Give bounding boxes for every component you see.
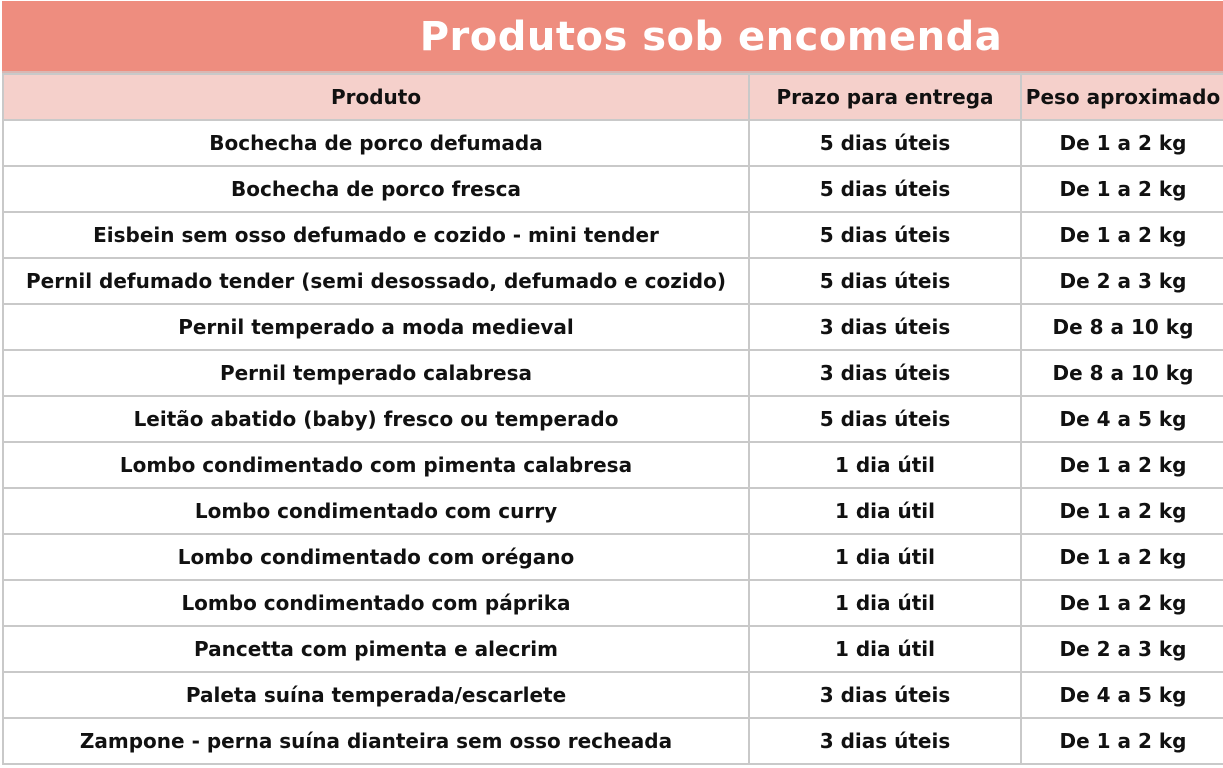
table-row (3, 580, 1223, 626)
table-title: Produtos sob encomenda (419, 14, 1003, 60)
cell-produto: Bochecha de porco fresca (3, 166, 749, 212)
table-row (3, 304, 1223, 350)
cell-produto: Pernil defumado tender (semi desossado, defumado e cozido) (3, 258, 749, 304)
cell-prazo-entrega: 3 dias úteis (749, 672, 1021, 718)
cell-peso-aproximado: De 1 a 2 kg (1021, 442, 1223, 488)
cell-produto: Eisbein sem osso defumado e cozido - mini tender (3, 212, 749, 258)
cell-peso-aproximado: De 1 a 2 kg (1021, 166, 1223, 212)
table-body (3, 120, 1223, 764)
cell-peso-aproximado: De 4 a 5 kg (1021, 396, 1223, 442)
cell-prazo-entrega: 1 dia útil (749, 442, 1021, 488)
cell-produto: Lombo condimentado com orégano (3, 534, 749, 580)
cell-prazo-entrega: 1 dia útil (749, 626, 1021, 672)
cell-produto: Leitão abatido (baby) fresco ou temperado (3, 396, 749, 442)
cell-prazo-entrega: 1 dia útil (749, 534, 1021, 580)
cell-prazo-entrega: 5 dias úteis (749, 212, 1021, 258)
column-header-prazo: Prazo para entrega (749, 74, 1021, 120)
cell-peso-aproximado: De 8 a 10 kg (1021, 304, 1223, 350)
cell-peso-aproximado: De 1 a 2 kg (1021, 488, 1223, 534)
table-row (3, 534, 1223, 580)
cell-prazo-entrega: 5 dias úteis (749, 166, 1021, 212)
cell-produto: Bochecha de porco defumada (3, 120, 749, 166)
table-row (3, 488, 1223, 534)
table-row (3, 120, 1223, 166)
cell-produto: Pernil temperado a moda medieval (3, 304, 749, 350)
cell-prazo-entrega: 5 dias úteis (749, 258, 1021, 304)
table-row (3, 442, 1223, 488)
cell-peso-aproximado: De 1 a 2 kg (1021, 580, 1223, 626)
cell-produto: Zampone - perna suína dianteira sem osso recheada (3, 718, 749, 764)
title-banner (2, 1, 1223, 73)
table-row (3, 626, 1223, 672)
cell-peso-aproximado: De 2 a 3 kg (1021, 258, 1223, 304)
cell-produto: Pancetta com pimenta e alecrim (3, 626, 749, 672)
cell-peso-aproximado: De 1 a 2 kg (1021, 212, 1223, 258)
cell-peso-aproximado: De 4 a 5 kg (1021, 672, 1223, 718)
cell-peso-aproximado: De 8 a 10 kg (1021, 350, 1223, 396)
cell-peso-aproximado: De 1 a 2 kg (1021, 534, 1223, 580)
table-row (3, 212, 1223, 258)
cell-peso-aproximado: De 1 a 2 kg (1021, 718, 1223, 764)
cell-prazo-entrega: 5 dias úteis (749, 396, 1021, 442)
table-row (3, 166, 1223, 212)
cell-prazo-entrega: 1 dia útil (749, 488, 1021, 534)
column-header-produto: Produto (3, 74, 749, 120)
cell-produto: Pernil temperado calabresa (3, 350, 749, 396)
cell-peso-aproximado: De 1 a 2 kg (1021, 120, 1223, 166)
cell-produto: Lombo condimentado com curry (3, 488, 749, 534)
column-header-peso: Peso aproximado (1021, 74, 1223, 120)
table-row (3, 672, 1223, 718)
cell-produto: Lombo condimentado com páprika (3, 580, 749, 626)
table-row (3, 396, 1223, 442)
table-row (3, 258, 1223, 304)
cell-peso-aproximado: De 2 a 3 kg (1021, 626, 1223, 672)
header-row (3, 74, 1223, 120)
cell-prazo-entrega: 3 dias úteis (749, 350, 1021, 396)
cell-produto: Lombo condimentado com pimenta calabresa (3, 442, 749, 488)
cell-prazo-entrega: 3 dias úteis (749, 718, 1021, 764)
table-row (3, 350, 1223, 396)
cell-produto: Paleta suína temperada/escarlete (3, 672, 749, 718)
cell-prazo-entrega: 1 dia útil (749, 580, 1021, 626)
cell-prazo-entrega: 3 dias úteis (749, 304, 1021, 350)
cell-prazo-entrega: 5 dias úteis (749, 120, 1021, 166)
products-table (2, 73, 1223, 765)
table-row (3, 718, 1223, 764)
